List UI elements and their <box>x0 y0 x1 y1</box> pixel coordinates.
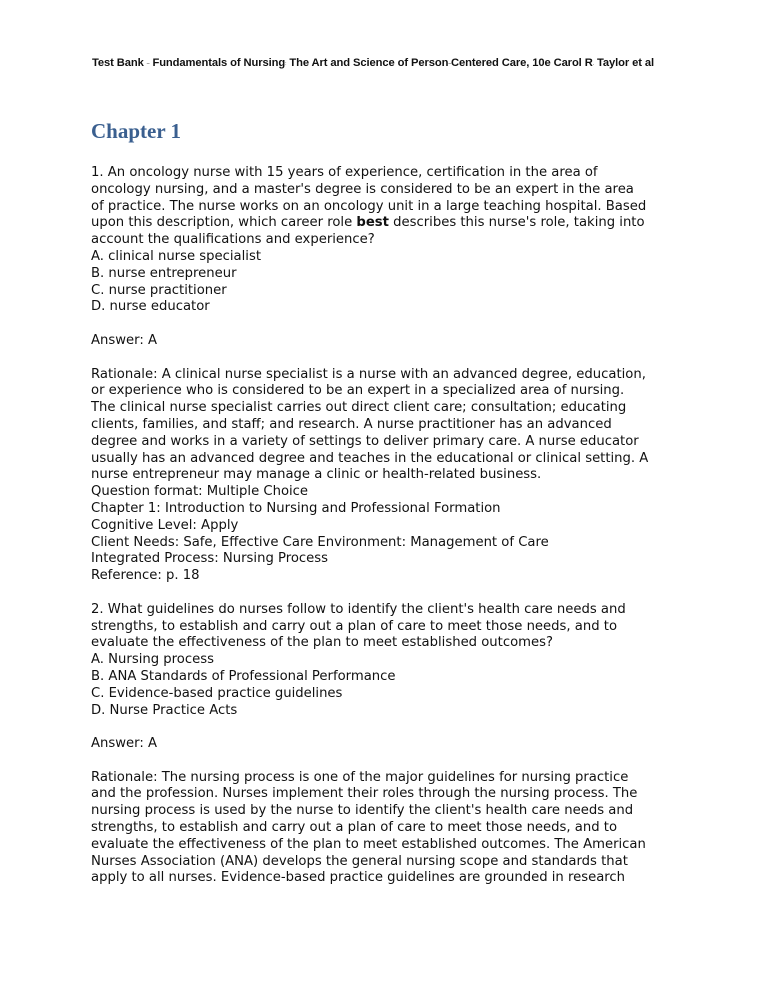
stem-text: upon this description, which career role <box>91 215 357 231</box>
answer-option: D. Nurse Practice Acts <box>91 702 238 718</box>
document-body <box>91 165 691 887</box>
rationale-line: The clinical nurse specialist carries out direct client care; consultation; educating <box>91 400 627 416</box>
header-part: Fundamentals of Nursing <box>152 57 286 69</box>
answer-key: Answer: A <box>91 736 157 752</box>
rationale-line: nurse entrepreneur may manage a clinic or health-related business. <box>91 467 542 483</box>
answer-option: A. clinical nurse specialist <box>91 248 261 264</box>
answer-key: Answer: A <box>91 332 157 348</box>
question-stem-line <box>91 215 691 232</box>
meta-line: Client Needs: Safe, Effective Care Environment: Management of Care <box>91 534 549 550</box>
answer-option: B. nurse entrepreneur <box>91 265 237 281</box>
question-stem-line: of practice. The nurse works on an oncology unit in a large teaching hospital. Based <box>91 198 647 214</box>
rationale-line: clients, families, and staff; and research. A nurse practitioner has an advanced <box>91 416 612 432</box>
paragraph-gap <box>91 316 691 333</box>
answer-option: C. nurse practitioner <box>91 282 227 298</box>
rationale-line: apply to all nurses. Evidence-based practice guidelines are grounded in research <box>91 870 626 886</box>
rationale-line: evaluate the effectiveness of the plan to meet established outcomes. The American <box>91 836 646 852</box>
meta-line: Cognitive Level: Apply <box>91 517 239 533</box>
rationale-line: nursing process is used by the nurse to identify the client's health care needs and <box>91 803 634 819</box>
meta-line: Reference: p. 18 <box>91 568 200 584</box>
running-header <box>92 57 752 69</box>
chapter-title: Chapter 1 <box>91 119 182 143</box>
question-stem-line: oncology nursing, and a master's degree is considered to be an expert in the area <box>91 181 634 197</box>
question-stem-line: strengths, to establish and carry out a plan of care to meet those needs, and to <box>91 618 618 634</box>
paragraph-gap <box>91 585 691 602</box>
rationale-line: strengths, to establish and carry out a plan of care to meet those needs, and to <box>91 820 618 836</box>
question-stem-line: evaluate the effectiveness of the plan to meet established outcomes? <box>91 635 553 651</box>
paragraph-gap <box>91 753 691 770</box>
header-part: Taylor et al <box>596 57 655 69</box>
rationale-line: Rationale: The nursing process is one of the major guidelines for nursing practice <box>91 769 629 785</box>
answer-option: D. nurse educator <box>91 299 210 315</box>
answer-option: C. Evidence-based practice guidelines <box>91 685 343 701</box>
rationale-line: degree and works in a variety of settings to deliver primary care. A nurse educator <box>91 433 639 449</box>
header-part: The Art and Science of Person <box>289 57 449 69</box>
rationale-line: usually has an advanced degree and teaches in the educational or clinical setting. A <box>91 450 649 466</box>
question-stem-line: account the qualifications and experience? <box>91 232 375 248</box>
paragraph-gap <box>91 719 691 736</box>
rationale-line: or experience who is considered to be an expert in a specialized area of nursing. <box>91 383 625 399</box>
header-separator: – <box>448 61 452 67</box>
header-part: Centered Care, 10e Carol R <box>451 57 593 69</box>
paragraph-gap <box>91 350 691 367</box>
rationale-line: Nurses Association (ANA) develops the general nursing scope and standards that <box>91 853 628 869</box>
meta-line: Chapter 1: Introduction to Nursing and Professional Formation <box>91 500 501 516</box>
header-separator: – <box>146 61 150 67</box>
answer-option: B. ANA Standards of Professional Performance <box>91 668 396 684</box>
header-separator: . <box>592 61 594 67</box>
answer-option: A. Nursing process <box>91 652 214 668</box>
stem-text: describes this nurse's role, taking into <box>388 215 645 231</box>
header-part: Test Bank <box>92 57 144 69</box>
header-separator: : <box>285 61 287 67</box>
question-stem-line: 1. An oncology nurse with 15 years of experience, certification in the area of <box>91 165 598 180</box>
rationale-line: Rationale: A clinical nurse specialist is a nurse with an advanced degree, education, <box>91 366 646 382</box>
rationale-line: and the profession. Nurses implement their roles through the nursing process. The <box>91 786 638 802</box>
meta-line: Integrated Process: Nursing Process <box>91 551 329 567</box>
question-stem-line: 2. What guidelines do nurses follow to identify the client's health care needs and <box>91 601 626 617</box>
stem-emphasis: best <box>356 215 389 231</box>
meta-line: Question format: Multiple Choice <box>91 484 309 500</box>
